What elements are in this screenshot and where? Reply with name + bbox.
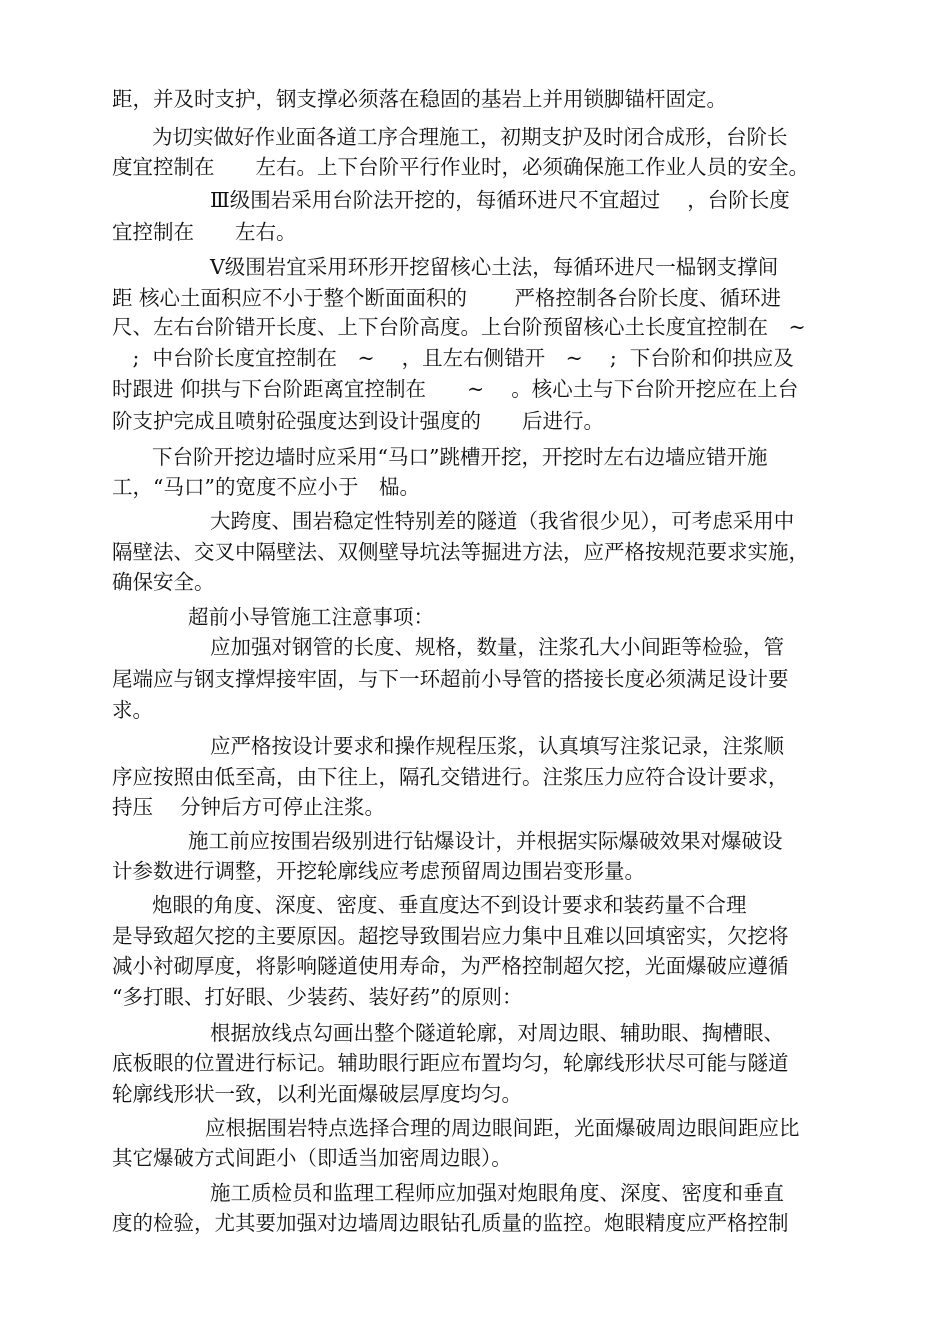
text-line: 尺、左右台阶错开长度、上下台阶高度。上台阶预留核心土长度宜控制在 ~ <box>112 315 806 339</box>
text-line: 距 核心土面积应不小于整个断面面积的 严格控制各台阶长度、循环进 <box>112 286 782 310</box>
text-line: 确保安全。 <box>112 570 215 594</box>
text-line: 超前小导管施工注意事项： <box>188 605 434 629</box>
text-line: 应根据围岩特点选择合理的周边眼间距，光面爆破周边眼间距应比 <box>205 1116 800 1140</box>
text-line: 应加强对钢管的长度、规格，数量，注浆孔大小间距等检验，管 <box>210 635 784 659</box>
text-line: 宜控制在 左右。 <box>112 220 297 244</box>
text-line: 下台阶开挖边墙时应采用“马口”跳槽开挖，开挖时左右边墙应错开施 <box>152 445 768 469</box>
text-line: 尾端应与钢支撑焊接牢固，与下一环超前小导管的搭接长度必须满足设计要 <box>112 667 789 691</box>
text-line: 求。 <box>112 698 153 722</box>
text-line: 序应按照由低至高，由下往上，隔孔交错进行。注浆压力应符合设计要求， <box>112 765 789 789</box>
text-line: 轮廓线形状一致，以利光面爆破层厚度均匀。 <box>112 1082 522 1106</box>
text-line: 炮眼的角度、深度、密度、垂直度达不到设计要求和装药量不合理 <box>152 893 747 917</box>
text-line: 施工前应按围岩级别进行钻爆设计，并根据实际爆破效果对爆破设 <box>188 829 783 853</box>
text-line: 其它爆破方式间距小（即适当加密周边眼）。 <box>112 1146 512 1170</box>
text-line: Ⅴ级围岩宜采用环形开挖留核心土法，每循环进尺一榀钢支撑间 <box>210 255 779 279</box>
text-line: 度宜控制在 左右。上下台阶平行作业时，必须确保施工作业人员的安全。 <box>112 155 809 179</box>
text-line: 应严格按设计要求和操作规程压浆，认真填写注浆记录，注浆顺 <box>210 734 784 758</box>
text-line: 减小衬砌厚度，将影响隧道使用寿命，为严格控制超欠挖，光面爆破应遵循 <box>112 954 789 978</box>
text-line: 度的检验，尤其要加强对边墙周边眼钻孔质量的监控。炮眼精度应严格控制 <box>112 1211 789 1235</box>
text-line: 是导致超欠挖的主要原因。超挖导致围岩应力集中且难以回填密实，欠挖将 <box>112 924 789 948</box>
text-line: 计参数进行调整，开挖轮廓线应考虑预留周边围岩变形量。 <box>112 859 645 883</box>
text-line: ; 中台阶长度宜控制在 ~ ，且左右侧错开 ~ ; 下台阶和仰拱应及 <box>112 346 794 370</box>
text-line: 阶支护完成且喷射砼强度达到设计强度的 后进行。 <box>112 409 604 433</box>
text-line: 大跨度、围岩稳定性特别差的隧道（我省很少见），可考虑采用中 <box>210 509 795 533</box>
text-line: “多打眼、打好眼、少装药、装好药”的原则： <box>112 985 523 1009</box>
text-line: 根据放线点勾画出整个隧道轮廓，对周边眼、辅助眼、掏槽眼、 <box>210 1021 784 1045</box>
text-line: 工，“马口”的宽度不应小于 榀。 <box>112 475 420 499</box>
text-line: 持压 分钟后方可停止注浆。 <box>112 795 386 819</box>
text-line: 距，并及时支护，钢支撑必须落在稳固的基岩上并用锁脚锚杆固定。 <box>112 87 727 111</box>
text-line: 底板眼的位置进行标记。辅助眼行距应布置均匀，轮廓线形状尽可能与隧道 <box>112 1051 789 1075</box>
text-line: 时跟进 仰拱与下台阶距离宜控制在 ~ 。核心土与下台阶开挖应在上台 <box>112 377 799 401</box>
text-line: Ⅲ级围岩采用台阶法开挖的，每循环进尺不宜超过 ，台阶长度 <box>210 188 790 212</box>
text-line: 为切实做好作业面各道工序合理施工，初期支护及时闭合成形，台阶长 <box>152 125 788 149</box>
text-line: 施工质检员和监理工程师应加强对炮眼角度、深度、密度和垂直 <box>210 1181 784 1205</box>
text-line: 隔壁法、交叉中隔壁法、双侧壁导坑法等掘进方法，应严格按规范要求实施， <box>112 540 809 564</box>
